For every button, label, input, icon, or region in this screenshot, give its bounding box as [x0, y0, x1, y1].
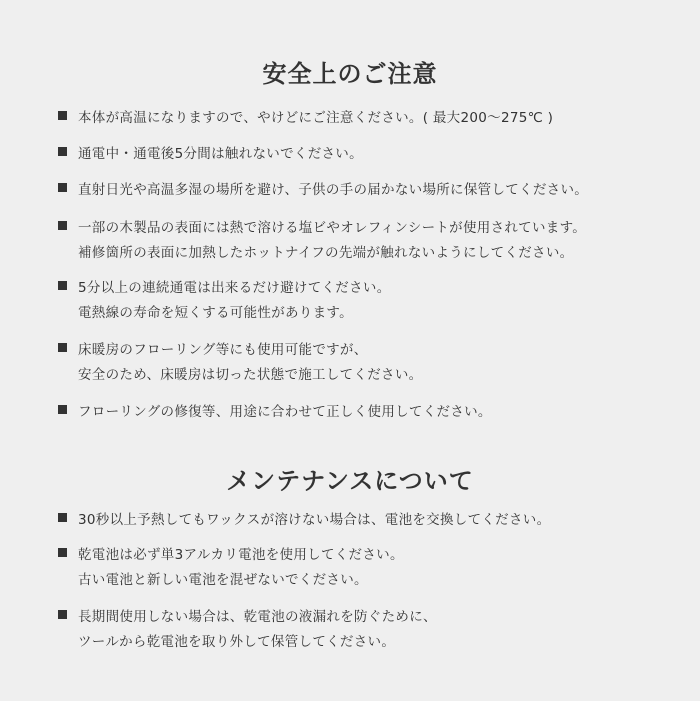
- safety-item-line: フローリングの修復等、用途に合わせて正しく使用してください。: [78, 404, 492, 420]
- safety-item-line: 一部の木製品の表面には熱で溶ける塩ビやオレフィンシートが使用されています。: [78, 220, 587, 236]
- safety-item-line: 5分以上の連続通電は出来るだけ避けてください。: [78, 280, 391, 296]
- maintenance-item-line: 30秒以上予熱してもワックスが溶けない場合は、電池を交換してください。: [78, 512, 551, 528]
- maintenance-item-line: 古い電池と新しい電池を混ぜないでください。: [78, 572, 368, 588]
- safety-item-line: 直射日光や高温多湿の場所を避け、子供の手の届かない場所に保管してください。: [78, 182, 589, 198]
- square-bullet-icon: [58, 147, 67, 156]
- safety-item-line: 補修箇所の表面に加熱したホットナイフの先端が触れないようにしてください。: [78, 245, 574, 261]
- safety-item-line: 通電中・通電後5分間は触れないでください。: [78, 146, 363, 162]
- maintenance-item: [58, 508, 698, 533]
- square-bullet-icon: [58, 281, 67, 290]
- safety-item-line: 本体が高温になりますので、やけどにご注意ください。( 最大200～275℃ ): [78, 110, 554, 126]
- maintenance-title: メンテナンスについて: [226, 467, 474, 495]
- safety-item: [58, 338, 698, 388]
- square-bullet-icon: [58, 513, 67, 522]
- square-bullet-icon: [58, 610, 67, 619]
- safety-item: [58, 276, 698, 326]
- square-bullet-icon: [58, 221, 67, 230]
- safety-item-line: 安全のため、床暖房は切った状態で施工してください。: [78, 367, 423, 383]
- square-bullet-icon: [58, 343, 67, 352]
- square-bullet-icon: [58, 548, 67, 557]
- safety-item: [58, 142, 698, 167]
- safety-title: 安全上のご注意: [262, 60, 438, 88]
- square-bullet-icon: [58, 405, 67, 414]
- maintenance-item-line: 長期間使用しない場合は、乾電池の液漏れを防ぐために、: [78, 609, 437, 625]
- safety-item: [58, 216, 698, 266]
- safety-item: [58, 178, 698, 203]
- safety-item: [58, 106, 698, 131]
- safety-item-line: 床暖房のフローリング等にも使用可能ですが、: [78, 342, 368, 358]
- safety-item: [58, 400, 698, 425]
- safety-item-line: 電熱線の寿命を短くする可能性があります。: [78, 305, 353, 321]
- maintenance-item: [58, 543, 698, 593]
- square-bullet-icon: [58, 111, 67, 120]
- maintenance-item: [58, 605, 698, 655]
- maintenance-item-line: 乾電池は必ず単3アルカリ電池を使用してください。: [78, 547, 404, 563]
- square-bullet-icon: [58, 183, 67, 192]
- maintenance-item-line: ツールから乾電池を取り外して保管してください。: [78, 634, 396, 650]
